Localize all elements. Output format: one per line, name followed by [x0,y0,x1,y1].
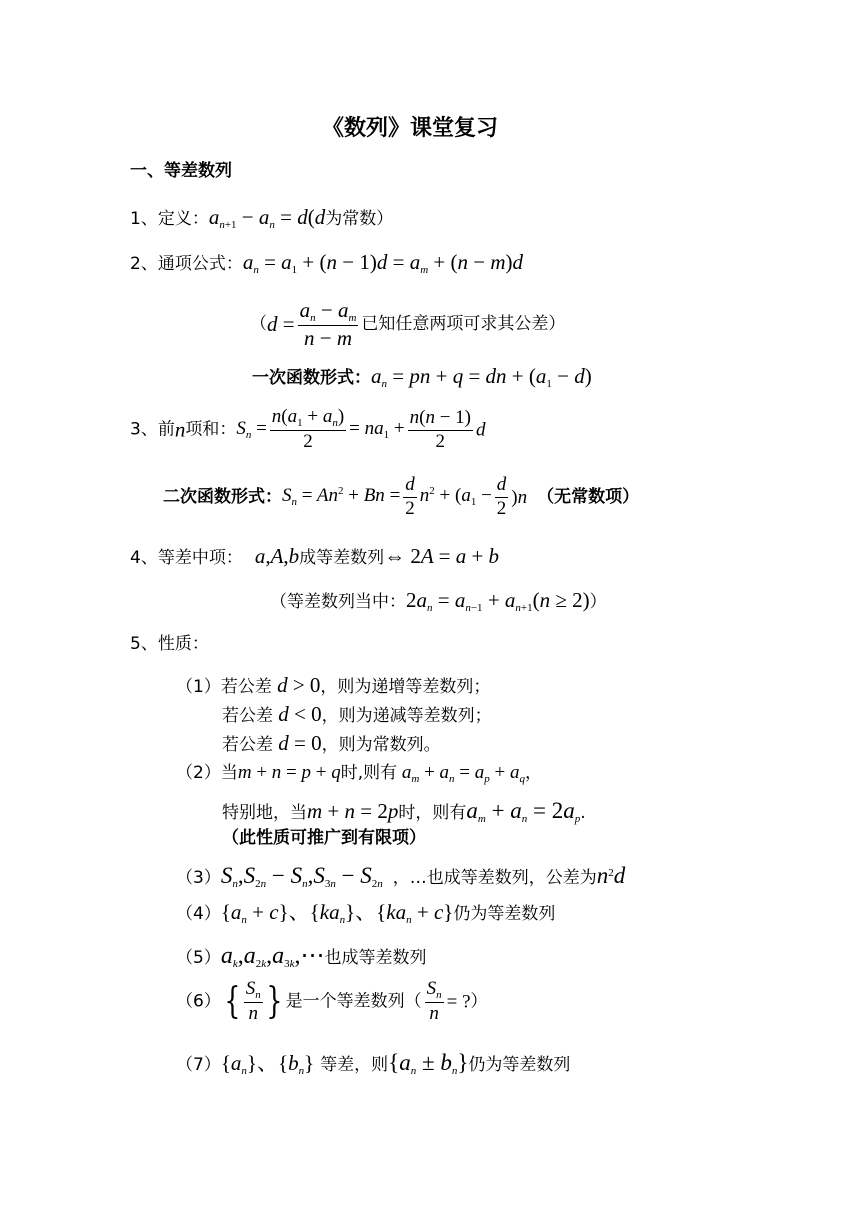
item-number: 3、 [130,419,158,440]
formula: d = 0 [278,731,322,755]
formula: m + n = p + q [237,762,341,783]
formula: $a_k,a_{2k},a_{3k},\cdots$ [220,943,325,970]
item-label: 前 [157,419,175,440]
text: 仍为等差数列 [468,1055,571,1075]
item-sum: 3、前n项和：$S_n$ = $\frac{n(a_1 + a_n)}{2}$ = $na_1$ + $\frac{n(n - 1)}{2}$ d [130,406,486,453]
item-label: 项和： [185,419,237,440]
section-heading: 一、等差数列 [130,161,232,181]
text: 是一个等差数列（ [285,991,422,1012]
formula: $S_n$ = [236,418,267,441]
text: ，则为递增等差数列； [320,677,491,697]
property-1-line-3 [222,733,441,754]
text: ，…也成等差数列，公差为 [392,868,597,888]
item-label: 性质： [157,634,209,654]
text: 若公差 [222,706,273,726]
property-6: （6）{ $\frac{S_n}{n}$ } 是一个等差数列（ $\frac{S_n}{n}$ = ?） [176,978,488,1025]
property-number: （2） [176,763,221,783]
text: 仍为等差数列 [453,904,556,924]
formula: $S_n = An^2 + Bn$ = [282,485,401,509]
item-number: 4、 [130,548,158,568]
fraction: $\frac{n(a_1 + a_n)}{2}$ [271,406,345,453]
text: 当 [220,763,238,783]
formula: d < 0 [278,702,322,726]
property-5 [176,944,427,970]
formula: $2a_n = a_{n-1} + a_{n+1}(n \ge 2)$ [406,588,590,614]
formula: d = [267,312,295,337]
formula: $a_n = a_1 + (n - 1)d = a_m + (n - m)d$ [242,250,524,276]
label: 一次函数形式： [252,368,371,388]
property-1-line-2 [222,704,492,725]
property-2-note: （此性质可推广到有限项） [222,828,426,848]
item-number: 5、 [130,634,158,654]
note: 成等差数列 [299,548,385,568]
formula: d > 0 [277,673,321,697]
item-general-term [130,252,523,276]
property-7: $(7)\{a_n\}$、$\{b_n\}$ 等差，则$\{a_n \pm b_n\}$仍为等差数列 [176,1050,571,1077]
item-label: 通项公式： [157,254,243,274]
text: 也成等差数列 [324,948,427,968]
linear-form [252,366,592,390]
left-brace: { [224,981,241,1022]
text: 若公差 [220,677,272,697]
item-properties [130,636,209,653]
text: ，则为递减等差数列； [321,706,492,726]
formula: $a_n$ = pn + q = dn + $(a_1 - d)$ [371,364,592,390]
quadratic-form: 二次函数形式：$S_n = An^2 + Bn$ = $\frac{d}{2}$ $n^2 + (a_1$ − $\frac{d}{2}$ )n （无常数项） [163,474,640,519]
question-mark: ? [462,991,471,1013]
paren: ） [589,592,607,612]
middle-term-note [270,590,607,614]
text: 特别地，当 [222,803,307,823]
label: 二次函数形式： [163,486,282,507]
item-middle-term: 4、等差中项： a,A,b成等差数列⇔ 2A = a + b [130,544,500,568]
item-definition [130,207,393,231]
fraction: $\frac{S_n}{n}$ [426,978,442,1025]
text: . [580,803,586,823]
paren: ） [376,209,394,229]
note: （无常数项） [537,486,640,507]
text: 时，则有 [398,803,467,823]
note: 已知任意两项可求其公差） [361,314,566,335]
property-1 [176,675,490,696]
paren: ） [470,991,488,1012]
right-brace: } [266,981,283,1022]
fraction: $\frac{a_n - a_m}{n - m}$ [299,298,357,351]
formula: $S_n,S_{2n} - S_n,S_{3n} - S_{2n}$ [220,863,383,890]
common-difference-formula [250,298,565,351]
property-number: （1） [176,677,221,697]
property-number: （5） [176,948,221,968]
property-4 [176,902,555,926]
property-2-line-2: 特别地，当m + n = 2p时，则有$a_m + a_n = 2a_p$. [222,798,586,825]
paren: （等差数列当中： [270,592,406,612]
formula: $a_{n+1} - a_n = d(d$ [208,205,326,231]
property-number: （7） [176,1055,221,1075]
property-3: $(3)S_n,S_{2n} - S_n,S_{3n} - S_{2n}$ ，…也成等差数列，公差为$n^2d$ [176,863,626,890]
property-number: （6） [176,991,221,1012]
text: 时,则有 [340,763,398,783]
property-number: （4） [176,904,221,924]
item-label: 等差中项： [157,548,243,568]
text: 等差，则 [320,1055,389,1075]
property-number: （3） [176,868,221,888]
text: ， [524,763,542,783]
text: 若公差 [222,735,273,755]
page-title: 《数列》课堂复习 [322,116,499,141]
fraction: $\frac{S_n}{n}$ [245,978,261,1025]
item-number: 2、 [130,254,158,274]
paren: （ [250,314,267,335]
formula: a,A,b [254,544,300,568]
note: 为常数 [325,209,377,229]
item-label: 定义： [157,209,209,229]
formula: $\{a_n\}$、$\{b_n\}$ [220,1051,315,1077]
formula: m + n = 2p [307,799,399,823]
item-number: 1、 [130,209,158,229]
formula: $\{a_n + c\}$、$\{ka_n\}$、$\{ka_n + c\}$ [220,900,454,926]
text: ，则为常数列。 [321,735,441,755]
property-2: （2）当m + n = p + q时,则有 $a_m + a_n = a_p + a_q$， [176,762,542,785]
